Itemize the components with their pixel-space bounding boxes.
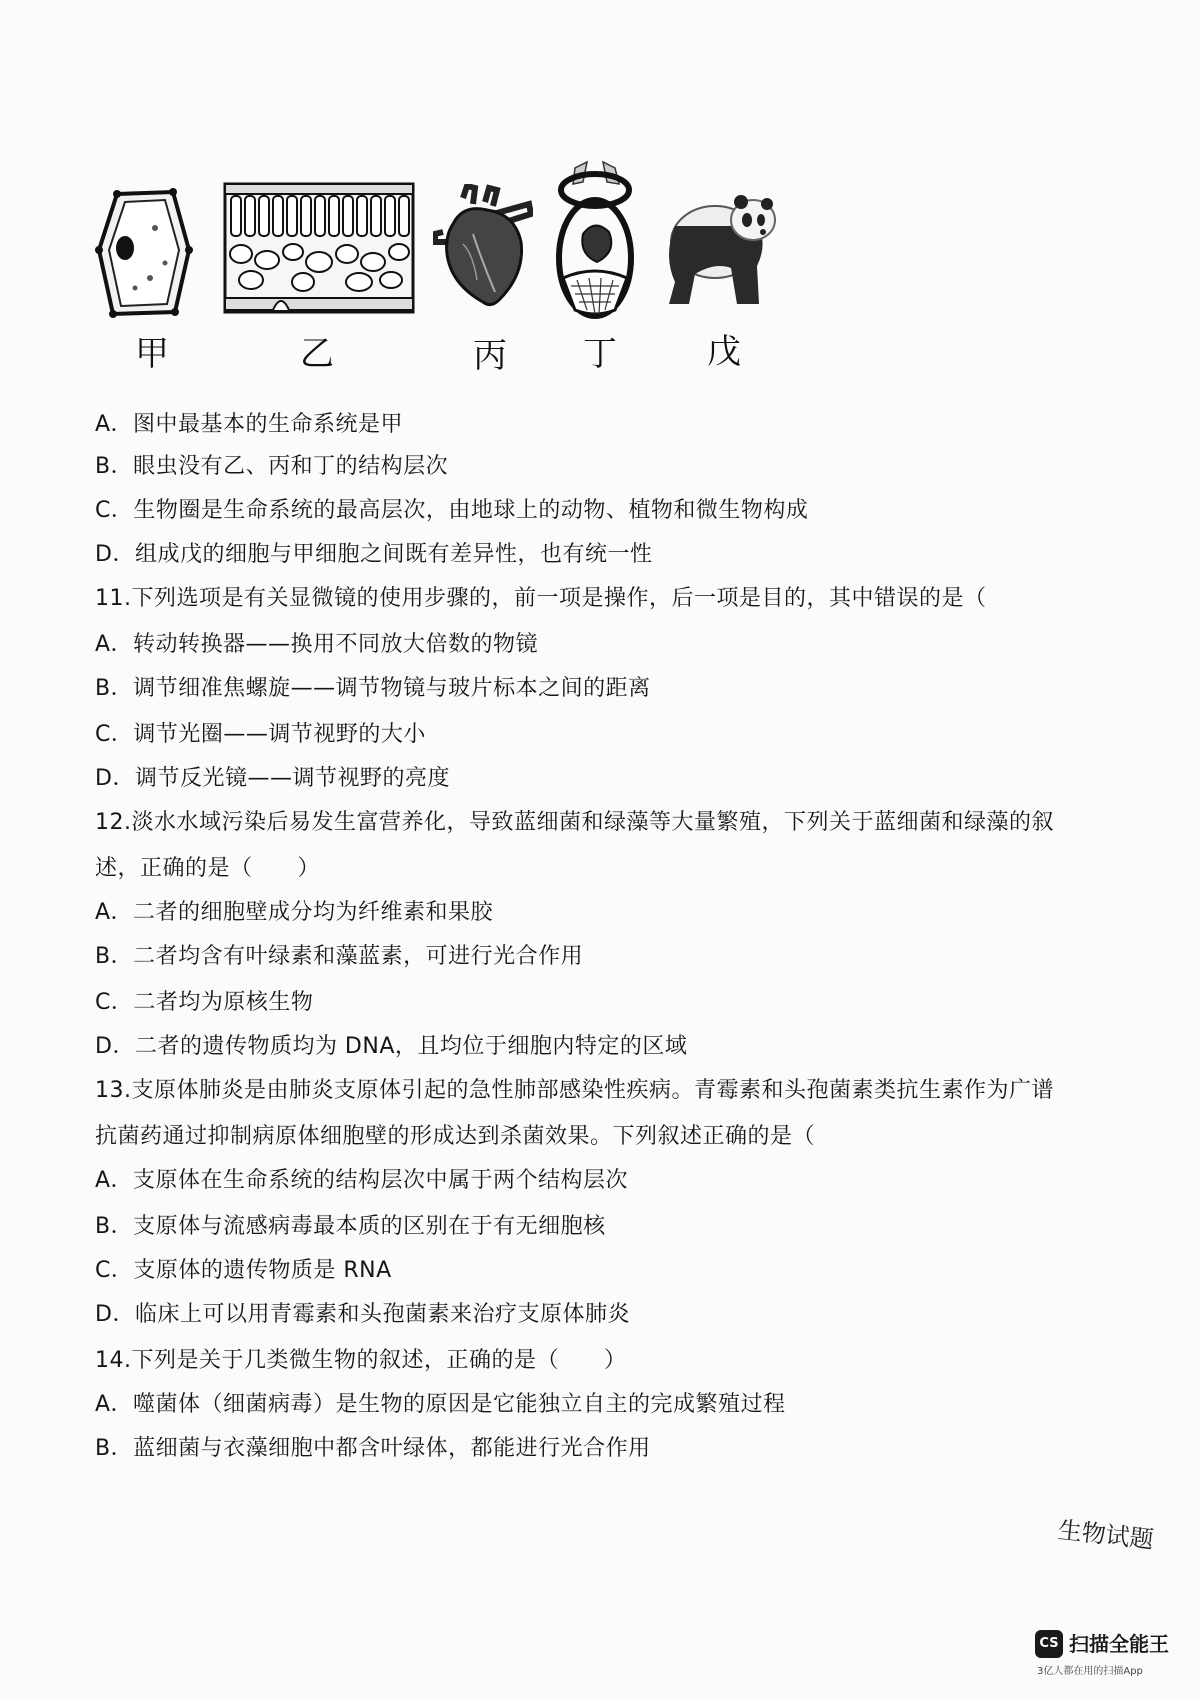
q14-option-a: A．噬菌体（细菌病毒）是生物的原因是它能独立自主的完成繁殖过程 [95,1392,786,1417]
q12-stem-line2: 述，正确的是（ ） [95,856,321,881]
q11-option-a: A．转动转换器——换用不同放大倍数的物镜 [95,632,539,657]
figure-row [95,158,855,388]
plant-cell-icon [95,188,195,318]
q14-stem: 14.下列是关于几类微生物的叙述，正确的是（ ） [95,1348,627,1373]
q13-stem-line2: 抗菌药通过抑制病原体细胞壁的形成达到杀菌效果。下列叙述正确的是（ [95,1124,816,1149]
q12-option-d: D．二者的遗传物质均为 DNA，且均位于细胞内特定的区域 [95,1034,688,1059]
q11-option-b: B．调节细准焦螺旋——调节物镜与玻片标本之间的距离 [95,676,651,701]
leaf-tissue-icon [223,182,415,314]
q13-option-c: C．支原体的遗传物质是 RNA [95,1258,392,1283]
q11-option-d: D．调节反光镜——调节视野的亮度 [95,766,450,791]
camscanner-logo-icon: CS [1035,1630,1063,1658]
circulatory-system-icon [553,158,639,320]
subject-footer: 生物试题 [1056,1516,1155,1554]
heart-organ-icon [433,184,533,310]
q13-stem-line1: 13.支原体肺炎是由肺炎支原体引起的急性肺部感染性疾病。青霉素和头孢菌素类抗生素作为广谱 [95,1078,1054,1103]
q10-option-c: C．生物圈是生命系统的最高层次，由地球上的动物、植物和微生物构成 [95,498,809,523]
figure-label-ding: 丁 [583,334,617,374]
watermark-tagline: 3亿人都在用的扫描App [1037,1666,1143,1677]
q11-stem: 11.下列选项是有关显微镜的使用步骤的，前一项是操作，后一项是目的，其中错误的是（ [95,586,987,611]
q12-stem-line1: 12.淡水水域污染后易发生富营养化，导致蓝细菌和绿藻等大量繁殖，下列关于蓝细菌和绿藻的叙 [95,810,1054,835]
q13-option-d: D．临床上可以用青霉素和头孢菌素来治疗支原体肺炎 [95,1302,630,1327]
figure-label-wu: 戊 [707,332,741,372]
q10-option-a: A．图中最基本的生命系统是甲 [95,412,404,437]
scanner-watermark [1035,1630,1185,1690]
q14-option-b: B．蓝细菌与衣藻细胞中都含叶绿体，都能进行光合作用 [95,1436,651,1461]
watermark-app-name: 扫描全能王 [1069,1632,1169,1656]
q11-option-c: C．调节光圈——调节视野的大小 [95,722,426,747]
q10-option-d: D．组成戊的细胞与甲细胞之间既有差异性，也有统一性 [95,542,653,567]
figure-label-jia: 甲 [135,334,169,374]
q12-option-c: C．二者均为原核生物 [95,990,314,1015]
q13-option-b: B．支原体与流感病毒最本质的区别在于有无细胞核 [95,1214,606,1239]
q12-option-a: A．二者的细胞壁成分均为纤维素和果胶 [95,900,494,925]
panda-icon [655,186,781,308]
figure-label-bing: 丙 [473,336,507,376]
q13-option-a: A．支原体在生命系统的结构层次中属于两个结构层次 [95,1168,629,1193]
q10-option-b: B．眼虫没有乙、丙和丁的结构层次 [95,454,449,479]
q12-option-b: B．二者均含有叶绿素和藻蓝素，可进行光合作用 [95,944,584,969]
figure-label-yi: 乙 [300,334,334,374]
